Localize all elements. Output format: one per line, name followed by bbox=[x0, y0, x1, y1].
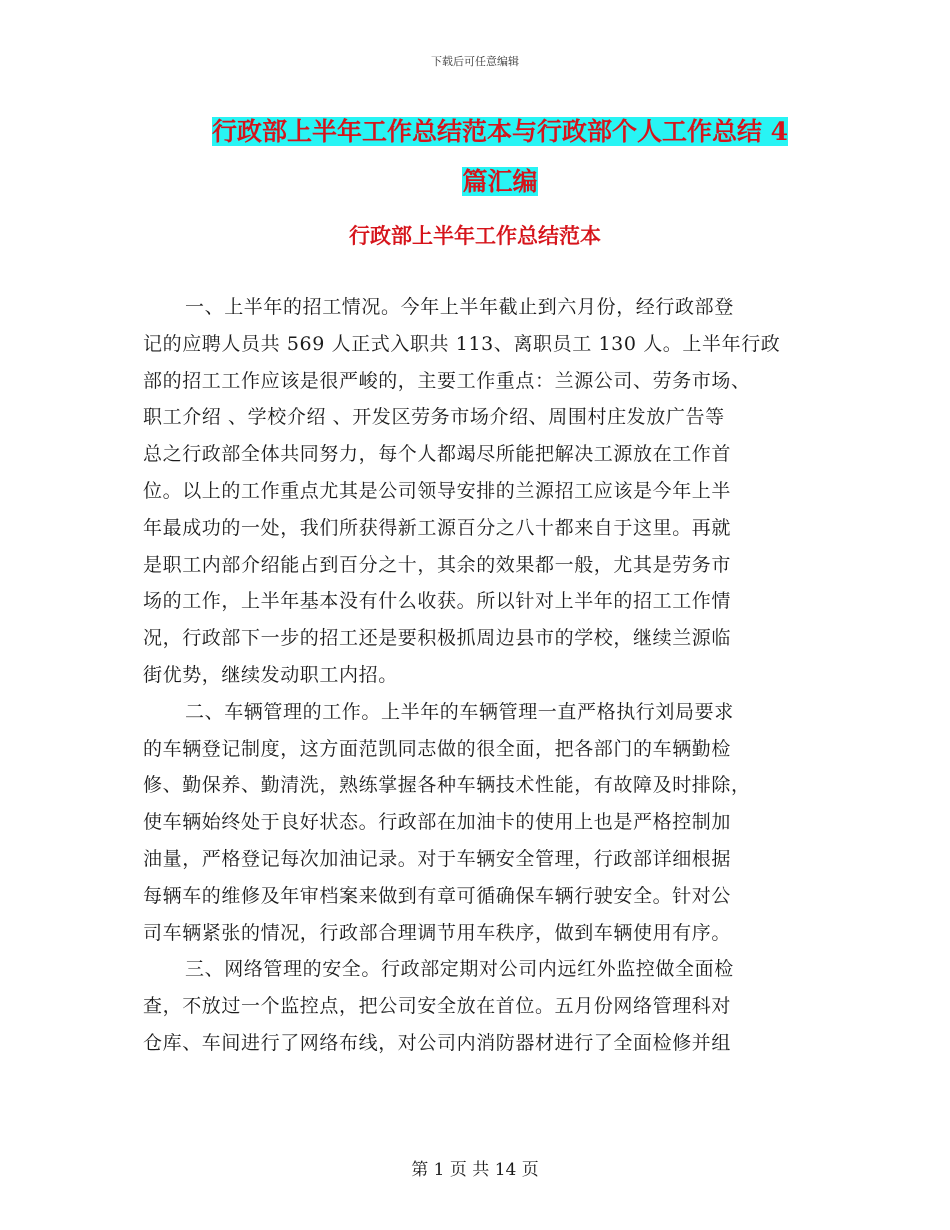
paragraph-2-line: 修、勤保养、勤清洗，熟练掌握各种车辆技术性能，有故障及时排除， bbox=[143, 774, 751, 797]
paragraph-1-line: 况，行政部下一步的招工还是要积极抓周边县市的学校，继续兰源临 bbox=[143, 627, 732, 650]
paragraph-1-line: 是职工内部介绍能占到百分之十，其余的效果都一般，尤其是劳务市 bbox=[143, 553, 732, 576]
header-note: 下载后可任意编辑 bbox=[431, 55, 519, 68]
paragraph-1-line: 街优势，继续发动职工内招。 bbox=[143, 663, 398, 686]
document-title-line-2: 篇汇编 bbox=[462, 167, 538, 196]
paragraph-1-line: 总之行政部全体共同努力，每个人都竭尽所能把解决工源放在工作首 bbox=[143, 443, 732, 466]
paragraph-1-line: 场的工作，上半年基本没有什么收获。所以针对上半年的招工工作情 bbox=[143, 590, 732, 613]
paragraph-3-line: 三、网络管理的安全。行政部定期对公司内远红外监控做全面检 bbox=[185, 958, 734, 981]
page-footer: 第 1 页 共 14 页 bbox=[411, 1160, 539, 1180]
document-title bbox=[140, 107, 860, 207]
paragraph-1-line: 年最成功的一处，我们所获得新工源百分之八十都来自于这里。再就 bbox=[143, 516, 732, 539]
paragraph-2-line: 油量，严格登记每次加油记录。对于车辆安全管理，行政部详细根据 bbox=[143, 847, 732, 870]
document-title-line-1: 行政部上半年工作总结范本与行政部个人工作总结 4 bbox=[211, 117, 789, 146]
section-title: 行政部上半年工作总结范本 bbox=[349, 223, 601, 248]
body-text bbox=[143, 289, 803, 1062]
paragraph-1-line: 职工介绍 、学校介绍 、开发区劳务市场介绍、周围村庄发放广告等 bbox=[143, 406, 725, 429]
paragraph-2-line: 使车辆始终处于良好状态。行政部在加油卡的使用上也是严格控制加 bbox=[143, 811, 732, 834]
paragraph-1-line: 记的应聘人员共 569 人正式入职共 113、离职员工 130 人。上半年行政 bbox=[143, 332, 781, 355]
paragraph-3-line: 仓库、车间进行了网络布线，对公司内消防器材进行了全面检修并组 bbox=[143, 1031, 732, 1054]
paragraph-3-line: 查，不放过一个监控点，把公司安全放在首位。五月份网络管理科对 bbox=[143, 995, 732, 1018]
paragraph-2-line: 的车辆登记制度，这方面范凯同志做的很全面，把各部门的车辆勤检 bbox=[143, 737, 732, 760]
paragraph-1-line: 部的招工工作应该是很严峻的，主要工作重点：兰源公司、劳务市场、 bbox=[143, 369, 751, 392]
paragraph-2-line: 司车辆紧张的情况，行政部合理调节用车秩序，做到车辆使用有序。 bbox=[143, 921, 732, 944]
paragraph-2-line: 每辆车的维修及年审档案来做到有章可循确保车辆行驶安全。针对公 bbox=[143, 884, 732, 907]
paragraph-2-line: 二、车辆管理的工作。上半年的车辆管理一直严格执行刘局要求 bbox=[185, 700, 734, 723]
paragraph-1-line: 位。以上的工作重点尤其是公司领导安排的兰源招工应该是今年上半 bbox=[143, 479, 732, 502]
paragraph-1-line: 一、上半年的招工情况。今年上半年截止到六月份，经行政部登 bbox=[185, 296, 734, 318]
